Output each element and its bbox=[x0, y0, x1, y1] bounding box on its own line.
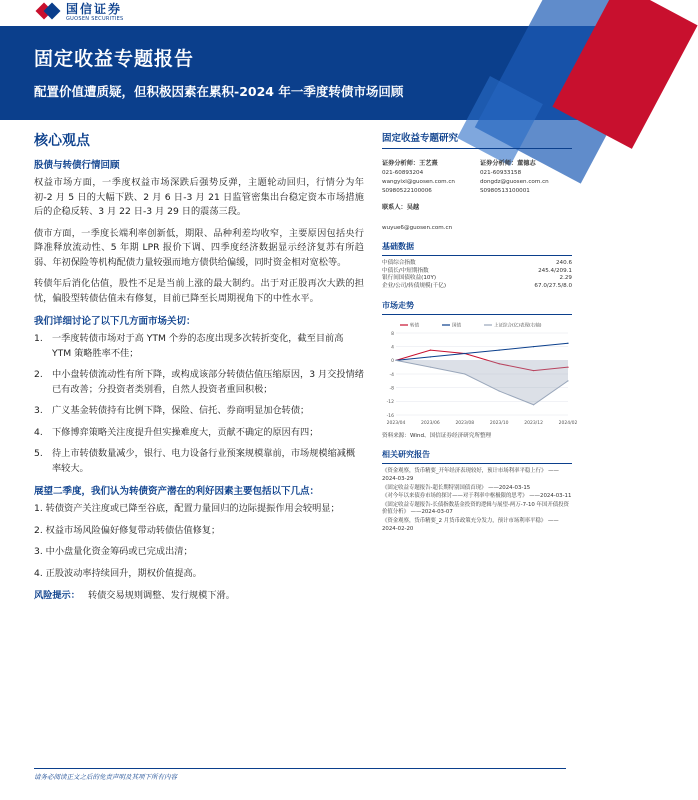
analyst-email[interactable]: dongdz@guosen.com.cn bbox=[480, 179, 549, 185]
data-row: 中债长/中短期指数 245.4/209.1 bbox=[382, 267, 572, 274]
footer-disclaimer: 请务必阅读正文之后的免责声明及其项下所有内容 bbox=[34, 768, 566, 781]
section-heading-review: 股债与转债行情回顾 bbox=[34, 160, 120, 171]
core-views bbox=[34, 130, 364, 604]
section-heading-outlook: 展望二季度，我们认为转债资产潜在的利好因素主要包括以下几点： bbox=[34, 486, 320, 497]
data-point bbox=[533, 346, 534, 347]
y-tick-label: 8 bbox=[391, 332, 394, 338]
x-tick-label: 2023/04 bbox=[386, 421, 406, 427]
related-report[interactable]: 《资金观察，货币精要_2 月货币政策充分发力，预计市场利率平稳》 ——2024-02-20 bbox=[382, 517, 559, 532]
related-report[interactable]: 《资金观察，货币精要_开年经济表现较好，预计市场利率平稳上行》 ——2024-03-29 bbox=[382, 468, 559, 482]
core-heading: 核心观点 bbox=[34, 133, 90, 149]
legend-label: 上证综合(亿)表现(右轴) bbox=[494, 323, 542, 329]
y-tick-label: -16 bbox=[386, 414, 394, 420]
data-point bbox=[533, 405, 534, 406]
risk-text: 转债交易规则调整、发行规模下滑。 bbox=[87, 590, 235, 601]
y-tick-label: -4 bbox=[389, 373, 394, 379]
data-point bbox=[499, 350, 500, 351]
top-bar bbox=[0, 0, 600, 26]
analyst-email[interactable]: wangyixi@guosen.com.cn bbox=[382, 179, 455, 185]
contact-email[interactable]: wuyue6@guosen.com.cn bbox=[382, 225, 453, 231]
market-chart bbox=[382, 319, 578, 429]
logo bbox=[38, 0, 124, 24]
x-tick-label: 2024/02 bbox=[558, 421, 578, 427]
risk-warning bbox=[34, 589, 364, 604]
y-tick-label: -8 bbox=[389, 386, 394, 392]
x-tick-label: 2023/06 bbox=[421, 421, 440, 427]
list-item: 1. 一季度转债市场对于高 YTM 个券的态度出现多次转折变化，截至目前高 YTM 策略胜率不佳； bbox=[34, 333, 344, 359]
logo-en: GUOSEN SECURITIES bbox=[66, 15, 124, 22]
outlook-item: 1. 转债资产关注度或已降至谷底，配置力量回归的边际提振作用会较明显； bbox=[34, 503, 340, 514]
data-point bbox=[430, 350, 431, 351]
data-row: 企业/公司/转债规模(千亿) 67.0/27.5/8.0 bbox=[382, 282, 572, 289]
y-tick-label: 4 bbox=[391, 345, 394, 351]
related-report[interactable]: 《对今年以来债券市场的探讨——对于利率中枢极限的思考》 ——2024-03-11 bbox=[382, 493, 572, 500]
list-item: 2. 中小盘转债流动性有所下降，或构成该部分转债估值压缩原因，3 月交投情绪已有改善；分投资者类别看，自然人投资者重回积极； bbox=[34, 369, 364, 395]
list-item: 5. 待上市转债数量减少，银行、电力设备行业预案规模靠前，市场规模缩减概率较大。 bbox=[34, 448, 356, 474]
x-tick-label: 2023/12 bbox=[524, 421, 543, 427]
contact: 联系人：吴越 bbox=[382, 204, 420, 211]
title-banner bbox=[0, 26, 600, 120]
data-point bbox=[464, 374, 465, 375]
market-chart-svg bbox=[382, 319, 578, 429]
data-point bbox=[395, 360, 396, 361]
data-point bbox=[464, 353, 465, 354]
legend-label: 国债 bbox=[452, 323, 461, 329]
legend-label: 转债 bbox=[410, 323, 419, 329]
section-heading-concerns: 我们详细讨论了以下几方面市场关切： bbox=[34, 316, 196, 327]
sidebar-title: 固定收益专题研究 bbox=[382, 130, 572, 149]
data-point bbox=[430, 357, 431, 358]
x-tick-label: 2023/08 bbox=[455, 421, 475, 427]
risk-label: 风险提示： bbox=[34, 590, 80, 601]
list-item: 3. 广义基金转债持有比例下降，保险、信托、券商明显加仓转债； bbox=[34, 405, 310, 416]
data-point bbox=[430, 367, 431, 368]
outlook-item: 2. 权益市场风险偏好修复带动转债估值修复； bbox=[34, 524, 221, 536]
list-item: 4. 下修博弈策略关注度提升但实操难度大，贡献不确定的原因有四； bbox=[34, 426, 319, 438]
data-row: 中债综合指数 240.6 bbox=[382, 260, 572, 266]
data-point bbox=[567, 343, 568, 344]
x-tick-label: 2023/10 bbox=[489, 421, 509, 427]
logo-cn: 国信证券 bbox=[66, 1, 123, 16]
related-report[interactable]: 《固定收益专题报告-超长期特别国债首现》 ——2024-03-15 bbox=[382, 484, 531, 491]
y-tick-label: -12 bbox=[386, 400, 394, 406]
market-trend-heading: 市场走势 bbox=[382, 300, 572, 315]
series-line bbox=[396, 344, 568, 361]
related-report[interactable]: 《固定收益专题报告-长债指数基金投资的逻辑与展望-两万-7-10 年国开债投资价值分析》 ——2024-03-07 bbox=[382, 501, 569, 516]
paragraph-bond: 债市方面，一季度长端利率创新低，期限、品种利差均收窄，主要原因包括央行降准释放流动性、5 年期 LPR 报价下调、四季度经济数据显示经济复苏有所趋弱、年初保险等机构配债力量较强而地方债供给偏缓，同时资金相对宽松等。 bbox=[34, 227, 364, 268]
analysts bbox=[382, 159, 572, 196]
analyst-1: 证券分析师：王艺熹 021-60893204 wangyixi@guosen.com.cn S0980522100006 bbox=[382, 160, 455, 194]
chart-source: 资料来源：Wind、国信证券经济研究所整理 bbox=[382, 433, 492, 440]
logo-icon bbox=[38, 3, 60, 21]
data-row: 银行间国债收益(10Y) 2.29 bbox=[382, 275, 572, 282]
outlook-item: 3. 中小盘量化资金筹码或已完成出清； bbox=[34, 546, 193, 557]
analyst-2: 证券分析师：董德志 021-60933158 dongdz@guosen.com.cn S0980513100001 bbox=[480, 160, 549, 194]
related-heading: 相关研究报告 bbox=[382, 449, 572, 464]
sidebar bbox=[382, 130, 578, 534]
y-tick-label: 0 bbox=[391, 359, 394, 365]
outlook-item: 4. 正股波动率持续回升，期权价值提高。 bbox=[34, 567, 202, 579]
paragraph-equity: 权益市场方面，一季度权益市场深跌后强势反弹，主题轮动回归，行情分为年初-2 月 5 日的大幅下跌、2 月 6 日-3 月 21 日监管密集出台稳定资本市场措施后的企稳反转、3 月 22 日-3 月 29 日的震荡三段。 bbox=[34, 177, 364, 217]
report-type: 固定收益专题报告 bbox=[34, 48, 195, 70]
paragraph-convertible: 转债年后消化估值，股性不足是当前上涨的最大制约。出于对正股再次大跌的担忧，偏股型转债估值未有修复，目前已降至长周期视角下的中性水平。 bbox=[34, 278, 364, 304]
data-point bbox=[567, 381, 568, 382]
basic-data-heading: 基础数据 bbox=[382, 241, 572, 256]
data-point bbox=[499, 391, 500, 392]
report-headline: 配置价值遭质疑，但积极因素在累积-2024 年一季度转债市场回顾 bbox=[34, 84, 404, 99]
